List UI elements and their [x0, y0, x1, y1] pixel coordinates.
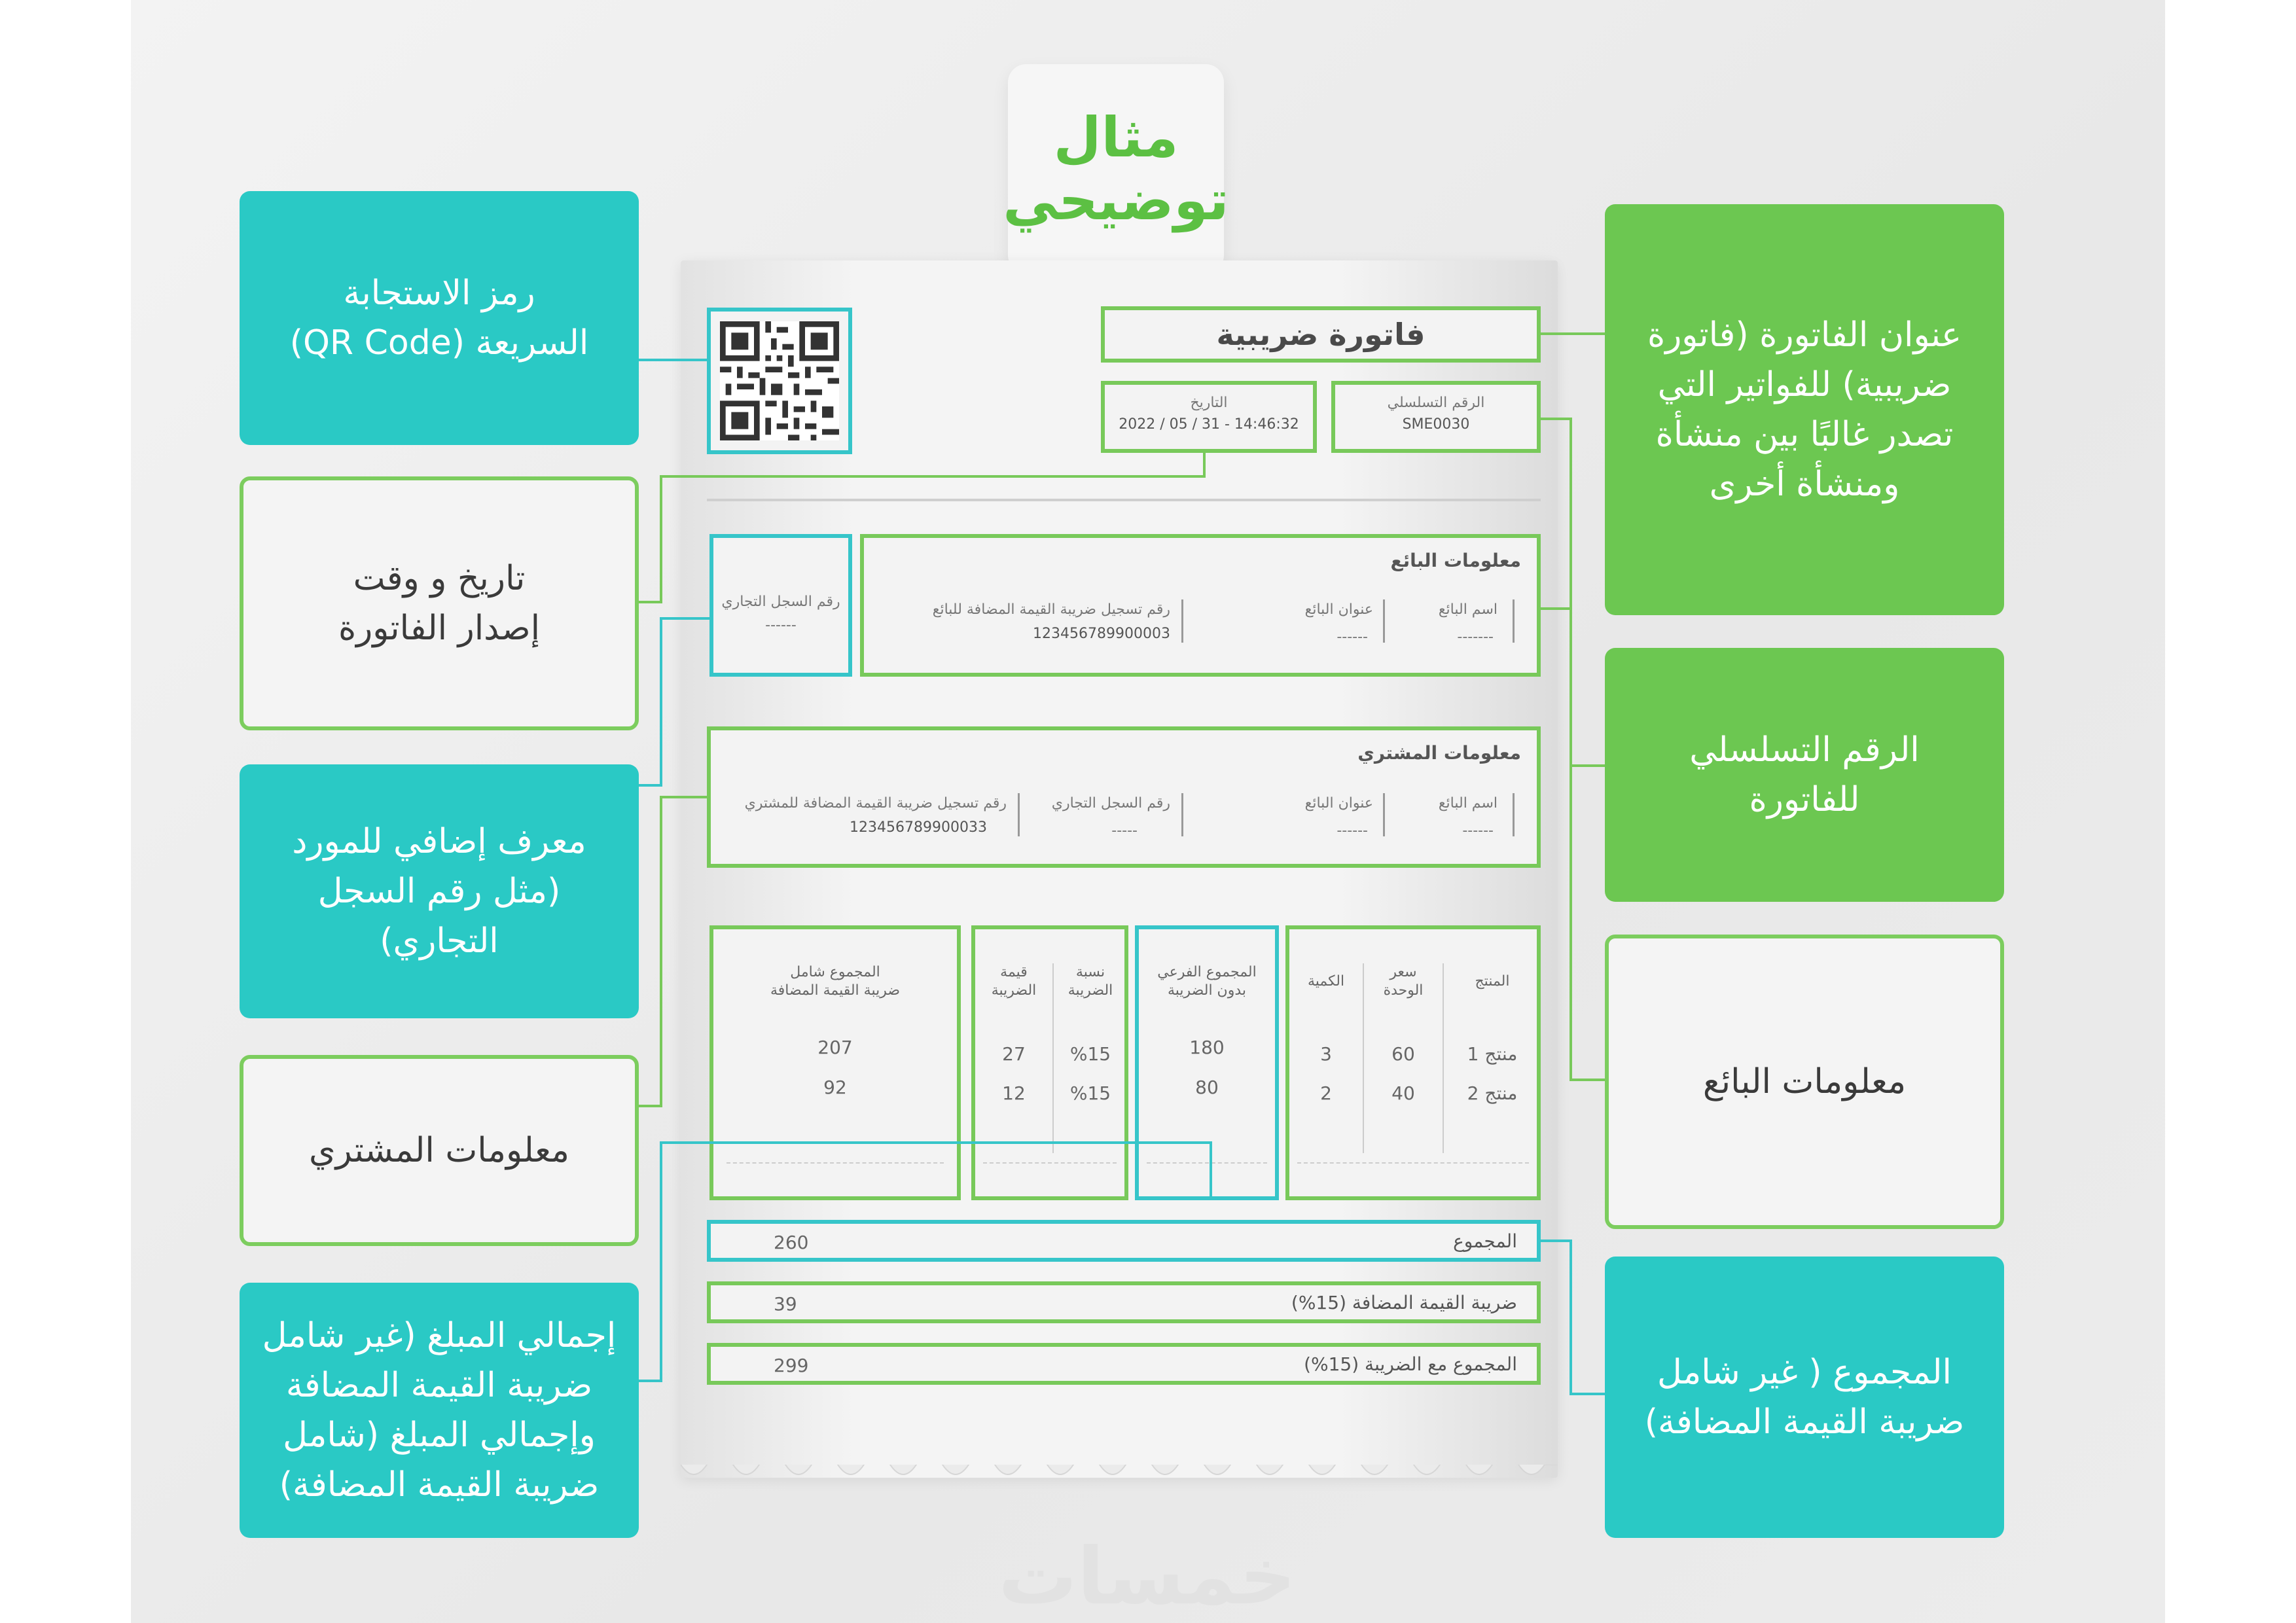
table-row1-unit-price: 60: [1391, 1043, 1415, 1065]
connector-datetime: [639, 453, 1204, 602]
seller-address-value: ------: [1336, 629, 1368, 645]
invoice-date-value: 2022 / 05 / 31 - 14:46:32: [1119, 416, 1299, 433]
example-title-line1: مثال: [1053, 105, 1179, 169]
buyer-info-heading: معلومات المشتري: [1357, 742, 1521, 764]
table-header-tax-value: قيمة الضريبة: [991, 964, 1037, 999]
grand-total-label: المجموع مع الضريبة (15%): [1304, 1353, 1517, 1375]
invoice-serial-label: الرقم التسلسلي: [1387, 395, 1485, 411]
grand-total-value: 299: [774, 1355, 809, 1376]
table-row2-total: 92: [823, 1077, 847, 1098]
buyer-address-value: ------: [1336, 823, 1368, 839]
label-seller-info-text: معلومات البائع: [1702, 1062, 1907, 1101]
seller-vat-label: رقم تسجيل ضريبة القيمة المضافة للبائع: [932, 601, 1170, 618]
label-supplier-id-text: معرف إضافي للمورد (مثل رقم السجل التجاري): [292, 822, 586, 961]
seller-name-value: -------: [1457, 629, 1494, 645]
label-datetime-text: تاريخ و وقت إصدار الفاتورة: [338, 559, 541, 648]
buyer-address-label: عنوان البائع: [1304, 795, 1373, 812]
table-row2-tax-rate: %15: [1069, 1082, 1111, 1104]
seller-cr-value: ------: [765, 617, 797, 633]
sum-label: المجموع: [1453, 1230, 1517, 1252]
example-title-line2: توضيحي: [1003, 168, 1229, 232]
label-serial-number-text: الرقم التسلسلي للفاتورة: [1689, 730, 1920, 819]
vat-value: 39: [774, 1293, 797, 1315]
label-invoice-title-text: عنوان الفاتورة (فاتورة ضريبية) للفواتير التي تصدر غالبًا بين منشأة ومنشأة أخرى: [1647, 315, 1962, 504]
invoice-date-label: التاريخ: [1190, 395, 1228, 411]
vat-label: ضريبة القيمة المضافة (15%): [1291, 1292, 1517, 1313]
table-row2-subtotal: 80: [1195, 1077, 1219, 1098]
table-row1-product: منتج 1: [1467, 1043, 1518, 1065]
table-row2-tax-value: 12: [1002, 1082, 1026, 1104]
sum-value: 260: [774, 1232, 809, 1253]
connector-subtotal: [1541, 1241, 1605, 1394]
buyer-vat-value: 123456789900033: [850, 819, 987, 836]
connector-buyer-info: [639, 797, 707, 1106]
label-totals-text: إجمالي المبلغ (غير شامل ضريبة القيمة المضافة وإجمالي المبلغ (شامل ضريبة القيمة المضافة): [262, 1316, 617, 1505]
connector-totals: [639, 1143, 1211, 1381]
table-row1-tax-rate: %15: [1069, 1043, 1111, 1065]
table-row2-unit-price: 40: [1391, 1082, 1415, 1104]
seller-cr-label: رقم السجل التجاري: [721, 594, 840, 610]
seller-info-heading: معلومات البائع: [1390, 550, 1521, 571]
buyer-vat-label: رقم تسجيل ضريبة القيمة المضافة للمشتري: [744, 795, 1007, 812]
invoice-title: فاتورة ضريبية: [1216, 317, 1426, 352]
label-qr-code-text: رمز الاستجابة السريعة (QR Code): [289, 274, 589, 363]
table-header-qty: الكمية: [1307, 973, 1345, 990]
seller-vat-value: 123456789900003: [1033, 626, 1170, 642]
buyer-name-value: ------: [1462, 823, 1494, 839]
table-header-tax-rate: نسبة الضريبة: [1067, 964, 1113, 999]
table-header-subtotal: المجموع الفرعي بدون الضريبة: [1157, 964, 1257, 999]
watermark-logo: خمسات: [998, 1531, 1296, 1622]
connector-supplier-id: [639, 618, 709, 785]
connector-serial: [1541, 419, 1605, 766]
label-subtotal-text: المجموع ( غير شامل ضريبة القيمة المضافة): [1644, 1353, 1965, 1442]
buyer-name-label: اسم البائع: [1438, 795, 1498, 812]
label-buyer-info-text: معلومات المشتري: [308, 1131, 570, 1170]
table-row2-qty: 2: [1320, 1082, 1332, 1104]
table-row1-subtotal: 180: [1189, 1037, 1225, 1058]
invoice-serial-value: SME0030: [1402, 416, 1470, 433]
connector-seller-info: [1541, 609, 1605, 1080]
table-row1-qty: 3: [1320, 1043, 1332, 1065]
table-row1-total: 207: [817, 1037, 853, 1058]
buyer-cr-value: -----: [1111, 823, 1138, 839]
table-header-unit-price: سعر الوحدة: [1383, 964, 1424, 999]
table-row2-product: منتج 2: [1467, 1082, 1518, 1104]
seller-address-label: عنوان البائع: [1304, 601, 1373, 618]
buyer-cr-label: رقم السجل التجاري: [1051, 795, 1170, 812]
seller-name-label: اسم البائع: [1438, 601, 1498, 618]
table-header-total: المجموع شامل ضريبة القيمة المضافة: [770, 964, 901, 999]
table-row1-tax-value: 27: [1002, 1043, 1026, 1065]
table-header-product: المنتج: [1475, 973, 1510, 990]
